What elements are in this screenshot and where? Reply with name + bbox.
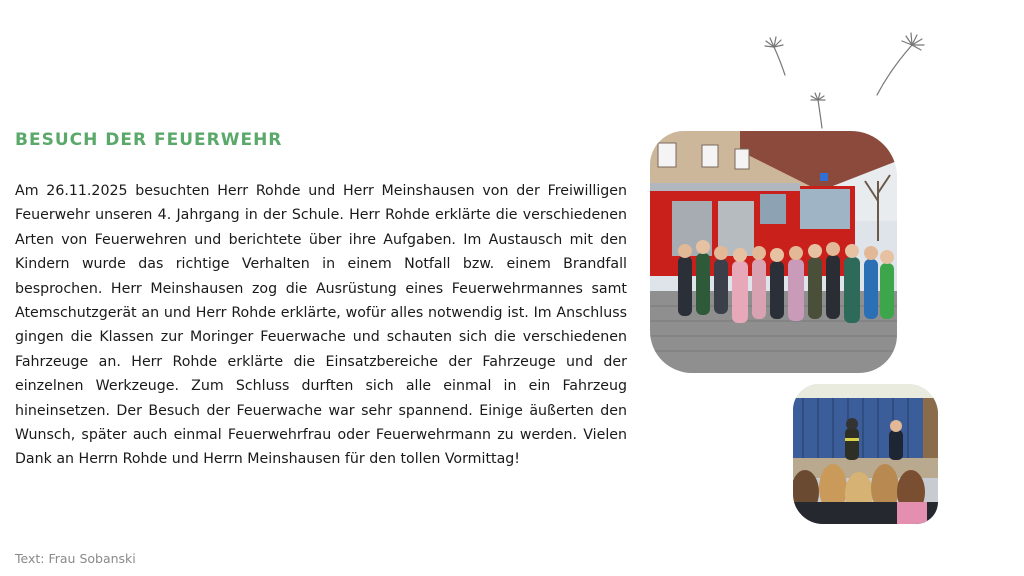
article-body: Am 26.11.2025 besuchten Herr Rohde und Herr Meinshausen von der Freiwilligen Feuerwehr unseren 4. Jahrgang in der Schule. Herr Rohde erklärte die verschiedenen Arten von Feuerwehren und berichtete über ihre Aufgaben. Im Austausch mit den Kindern wurde das richtige Verhalten in einem Notfall bzw. einem Brandfall besprochen. Herr Meinshausen zog die Ausrüstung eines Feuerwehrmannes samt Atemschutzgerät an und Herr Rohde erklärte, wofür alles notwendig ist. Im Anschluss gingen die Klassen zur Moringer Feuerwache und schauten sich die verschiedenen Fahrzeuge an. Herr Rohde erklärte die Einsatzbereiche der Fahrzeuge und der einzelnen Werkzeuge. Zum Schluss durften sich alle einmal in ein Fahrzeug hineinsetzen. Der Besuch der Feuerwache war sehr spannend. Einige äußerten den Wunsch, später auch einmal Feuerwehrfrau oder Feuerwehrmann zu werden. Vielen Dank an Herrn Rohde und Herrn Meinshausen für den tollen Vormittag!: [15, 183, 627, 468]
fire-truck-group-photo: [650, 131, 897, 373]
article-title: BESUCH DER FEUERWEHR: [15, 130, 283, 150]
classroom-presentation-photo: [793, 384, 938, 524]
dandelion-seeds-icon: [760, 25, 940, 135]
author-credit: Text: Frau Sobanski: [15, 551, 136, 566]
